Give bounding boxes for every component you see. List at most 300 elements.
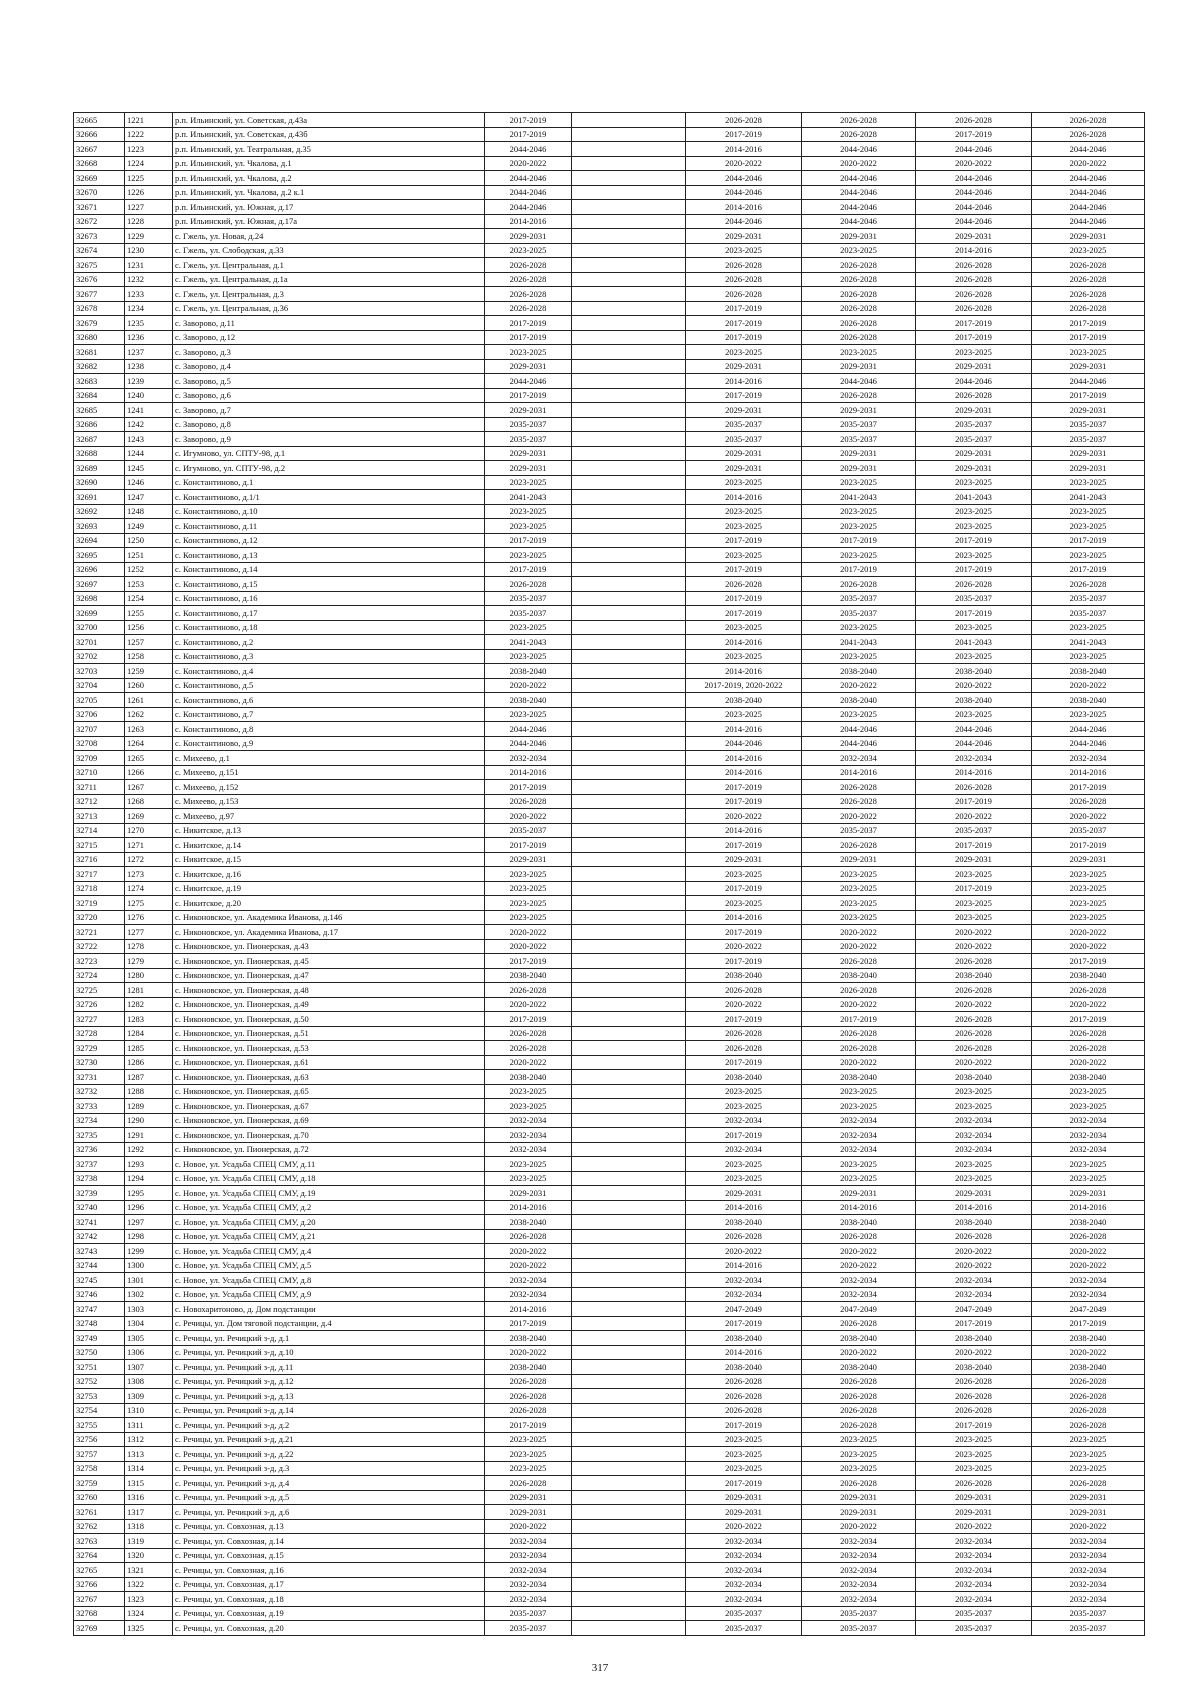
cell-period: 2020-2022	[485, 809, 572, 824]
cell-period-3: 2017-2019	[916, 316, 1032, 331]
cell-row-number: 1245	[125, 461, 173, 476]
cell-row-number: 1278	[125, 939, 173, 954]
cell-address: с. Новое, ул. Усадьба СПЕЦ СМУ, д.8	[173, 1273, 485, 1288]
cell-period-2: 2026-2028	[802, 1476, 916, 1491]
cell-address: с. Заворово, д.3	[173, 345, 485, 360]
cell-row-number: 1285	[125, 1041, 173, 1056]
cell-address: с. Заворово, д.11	[173, 316, 485, 331]
cell-row-id: 32753	[74, 1389, 125, 1404]
cell-period-4: 2020-2022	[1032, 1258, 1145, 1273]
cell-row-id: 32763	[74, 1534, 125, 1549]
cell-row-id: 32752	[74, 1374, 125, 1389]
cell-row-number: 1324	[125, 1606, 173, 1621]
cell-address: с. Константиново, д.3	[173, 649, 485, 664]
cell-period-4: 2044-2046	[1032, 200, 1145, 215]
cell-period-2: 2023-2025	[802, 649, 916, 664]
cell-address: с. Речицы, ул. Речицкий з-д, д.5	[173, 1490, 485, 1505]
cell-row-number: 1323	[125, 1592, 173, 1607]
cell-period-1: 2026-2028	[686, 272, 802, 287]
cell-row-number: 1243	[125, 432, 173, 447]
cell-period-3: 2026-2028	[916, 258, 1032, 273]
cell-row-id: 32768	[74, 1606, 125, 1621]
cell-empty	[572, 1215, 686, 1230]
cell-period: 2017-2019	[485, 838, 572, 853]
cell-period-3: 2038-2040	[916, 1360, 1032, 1375]
table-row	[74, 1186, 1145, 1201]
cell-period: 2014-2016	[485, 1302, 572, 1317]
cell-address: с. Никоновское, ул. Пионерская, д.53	[173, 1041, 485, 1056]
cell-period: 2035-2037	[485, 606, 572, 621]
cell-empty	[572, 664, 686, 679]
cell-period: 2026-2028	[485, 1476, 572, 1491]
cell-period-1: 2032-2034	[686, 1548, 802, 1563]
cell-period-1: 2032-2034	[686, 1534, 802, 1549]
cell-period-1: 2029-2031	[686, 446, 802, 461]
cell-period: 2023-2025	[485, 1157, 572, 1172]
cell-period-1: 2026-2028	[686, 1403, 802, 1418]
cell-period-2: 2020-2022	[802, 1055, 916, 1070]
cell-period-3: 2017-2019	[916, 794, 1032, 809]
cell-period-4: 2026-2028	[1032, 794, 1145, 809]
cell-address: с. Речицы, ул. Речицкий з-д, д.4	[173, 1476, 485, 1491]
cell-period: 2035-2037	[485, 432, 572, 447]
cell-row-id: 32671	[74, 200, 125, 215]
cell-period-4: 2017-2019	[1032, 330, 1145, 345]
cell-period-1: 2032-2034	[686, 1287, 802, 1302]
table-row	[74, 214, 1145, 229]
cell-row-id: 32672	[74, 214, 125, 229]
cell-address: с. Никоновское, ул. Пионерская, д.48	[173, 983, 485, 998]
cell-period-3: 2014-2016	[916, 765, 1032, 780]
cell-empty	[572, 881, 686, 896]
table-row	[74, 1157, 1145, 1172]
cell-period-2: 2038-2040	[802, 693, 916, 708]
cell-row-id: 32765	[74, 1563, 125, 1578]
cell-period-3: 2029-2031	[916, 359, 1032, 374]
cell-address: с. Заворово, д.4	[173, 359, 485, 374]
cell-period-1: 2023-2025	[686, 519, 802, 534]
cell-period-1: 2017-2019	[686, 1418, 802, 1433]
cell-row-id: 32714	[74, 823, 125, 838]
cell-period: 2032-2034	[485, 1287, 572, 1302]
cell-row-id: 32693	[74, 519, 125, 534]
cell-row-id: 32742	[74, 1229, 125, 1244]
cell-row-number: 1275	[125, 896, 173, 911]
cell-empty	[572, 403, 686, 418]
cell-empty	[572, 1287, 686, 1302]
cell-period-4: 2026-2028	[1032, 1389, 1145, 1404]
cell-period-2: 2014-2016	[802, 1200, 916, 1215]
cell-period-2: 2026-2028	[802, 127, 916, 142]
table-row	[74, 1519, 1145, 1534]
cell-period-4: 2038-2040	[1032, 968, 1145, 983]
cell-period-3: 2041-2043	[916, 490, 1032, 505]
cell-period-1: 2035-2037	[686, 1606, 802, 1621]
cell-period-1: 2029-2031	[686, 1490, 802, 1505]
table-row	[74, 142, 1145, 157]
cell-empty	[572, 867, 686, 882]
cell-row-number: 1284	[125, 1026, 173, 1041]
cell-period-4: 2047-2049	[1032, 1302, 1145, 1317]
cell-address: с. Гжель, ул. Центральная, д.36	[173, 301, 485, 316]
cell-empty	[572, 519, 686, 534]
cell-period-3: 2020-2022	[916, 156, 1032, 171]
cell-period: 2035-2037	[485, 823, 572, 838]
cell-empty	[572, 1461, 686, 1476]
table-row	[74, 1447, 1145, 1462]
cell-row-id: 32732	[74, 1084, 125, 1099]
cell-row-id: 32756	[74, 1432, 125, 1447]
table-row	[74, 1070, 1145, 1085]
cell-row-id: 32702	[74, 649, 125, 664]
cell-period: 2020-2022	[485, 997, 572, 1012]
cell-period-4: 2020-2022	[1032, 997, 1145, 1012]
cell-period-4: 2026-2028	[1032, 1476, 1145, 1491]
cell-period-2: 2017-2019	[802, 533, 916, 548]
cell-period-4: 2032-2034	[1032, 751, 1145, 766]
cell-row-id: 32698	[74, 591, 125, 606]
cell-period-2: 2023-2025	[802, 867, 916, 882]
cell-row-id: 32679	[74, 316, 125, 331]
cell-period-3: 2020-2022	[916, 925, 1032, 940]
cell-period-3: 2026-2028	[916, 780, 1032, 795]
cell-period-2: 2023-2025	[802, 620, 916, 635]
table-row	[74, 388, 1145, 403]
table-row	[74, 417, 1145, 432]
cell-period-2: 2026-2028	[802, 577, 916, 592]
cell-address: с. Гжель, ул. Слободская, д.33	[173, 243, 485, 258]
cell-period: 2026-2028	[485, 1374, 572, 1389]
cell-row-number: 1277	[125, 925, 173, 940]
table-row	[74, 1316, 1145, 1331]
cell-period: 2020-2022	[485, 925, 572, 940]
table-row	[74, 707, 1145, 722]
cell-period-4: 2017-2019	[1032, 562, 1145, 577]
cell-empty	[572, 635, 686, 650]
cell-row-id: 32692	[74, 504, 125, 519]
cell-period-4: 2026-2028	[1032, 127, 1145, 142]
cell-address: с. Михеево, д.153	[173, 794, 485, 809]
cell-period-2: 2038-2040	[802, 968, 916, 983]
cell-row-id: 32678	[74, 301, 125, 316]
table-row	[74, 504, 1145, 519]
cell-period-4: 2023-2025	[1032, 1099, 1145, 1114]
cell-empty	[572, 1200, 686, 1215]
table-row	[74, 1215, 1145, 1230]
cell-empty	[572, 345, 686, 360]
cell-row-id: 32760	[74, 1490, 125, 1505]
cell-period-4: 2023-2025	[1032, 1461, 1145, 1476]
cell-address: с. Никоновское, ул. Пионерская, д.45	[173, 954, 485, 969]
cell-row-number: 1290	[125, 1113, 173, 1128]
cell-period-3: 2029-2031	[916, 403, 1032, 418]
cell-period: 2023-2025	[485, 504, 572, 519]
cell-period-2: 2020-2022	[802, 678, 916, 693]
cell-address: с. Константиново, д.4	[173, 664, 485, 679]
cell-empty	[572, 1331, 686, 1346]
cell-period-2: 2032-2034	[802, 1577, 916, 1592]
cell-row-number: 1260	[125, 678, 173, 693]
cell-period-1: 2026-2028	[686, 113, 802, 128]
cell-period: 2023-2025	[485, 1432, 572, 1447]
table-row	[74, 113, 1145, 128]
cell-period-2: 2020-2022	[802, 939, 916, 954]
cell-period-3: 2038-2040	[916, 1070, 1032, 1085]
cell-period: 2023-2025	[485, 620, 572, 635]
cell-row-number: 1269	[125, 809, 173, 824]
cell-address: с. Речицы, ул. Речицкий з-д, д.13	[173, 1389, 485, 1404]
cell-period-4: 2029-2031	[1032, 1490, 1145, 1505]
cell-row-id: 32767	[74, 1592, 125, 1607]
cell-period-2: 2032-2034	[802, 1287, 916, 1302]
cell-address: с. Новое, ул. Усадьба СПЕЦ СМУ, д.21	[173, 1229, 485, 1244]
cell-period-2: 2017-2019	[802, 562, 916, 577]
cell-row-id: 32757	[74, 1447, 125, 1462]
table-body	[74, 113, 1145, 1636]
cell-period-1: 2023-2025	[686, 548, 802, 563]
cell-row-number: 1250	[125, 533, 173, 548]
cell-address: с. Речицы, ул. Совхозная, д.16	[173, 1563, 485, 1578]
cell-address: с. Константиново, д.1	[173, 475, 485, 490]
cell-period-1: 2029-2031	[686, 461, 802, 476]
table-row	[74, 1592, 1145, 1607]
cell-period-3: 2026-2028	[916, 287, 1032, 302]
cell-period: 2038-2040	[485, 1331, 572, 1346]
cell-empty	[572, 1534, 686, 1549]
cell-period: 2038-2040	[485, 693, 572, 708]
cell-period-1: 2023-2025	[686, 504, 802, 519]
cell-period-4: 2023-2025	[1032, 649, 1145, 664]
table-row	[74, 1389, 1145, 1404]
cell-period-3: 2032-2034	[916, 1142, 1032, 1157]
cell-empty	[572, 1621, 686, 1636]
table-row	[74, 562, 1145, 577]
cell-period-1: 2017-2019	[686, 1476, 802, 1491]
cell-period-3: 2035-2037	[916, 1606, 1032, 1621]
cell-empty	[572, 1302, 686, 1317]
cell-period-4: 2029-2031	[1032, 461, 1145, 476]
cell-address: р.п. Ильинский, ул. Чкалова, д.2 к.1	[173, 185, 485, 200]
cell-row-number: 1246	[125, 475, 173, 490]
cell-address: с. Речицы, ул. Речицкий з-д, д.22	[173, 1447, 485, 1462]
cell-period-3: 2026-2028	[916, 1012, 1032, 1027]
table-row	[74, 722, 1145, 737]
cell-address: с. Михеево, д.97	[173, 809, 485, 824]
table-row	[74, 794, 1145, 809]
cell-period: 2029-2031	[485, 1505, 572, 1520]
cell-period: 2026-2028	[485, 258, 572, 273]
cell-period: 2044-2046	[485, 722, 572, 737]
cell-row-number: 1298	[125, 1229, 173, 1244]
cell-period: 2044-2046	[485, 736, 572, 751]
cell-address: с. Никитское, д.19	[173, 881, 485, 896]
cell-period-4: 2038-2040	[1032, 1215, 1145, 1230]
cell-period-3: 2020-2022	[916, 809, 1032, 824]
cell-row-id: 32731	[74, 1070, 125, 1085]
cell-period-2: 2041-2043	[802, 490, 916, 505]
cell-period-3: 2032-2034	[916, 751, 1032, 766]
cell-period-1: 2014-2016	[686, 722, 802, 737]
cell-row-id: 32758	[74, 1461, 125, 1476]
cell-period-2: 2023-2025	[802, 1461, 916, 1476]
cell-row-id: 32745	[74, 1273, 125, 1288]
cell-period-1: 2038-2040	[686, 1360, 802, 1375]
cell-empty	[572, 504, 686, 519]
cell-period-1: 2029-2031	[686, 229, 802, 244]
cell-period: 2026-2028	[485, 1229, 572, 1244]
cell-row-number: 1265	[125, 751, 173, 766]
cell-period: 2023-2025	[485, 881, 572, 896]
cell-period-4: 2032-2034	[1032, 1287, 1145, 1302]
cell-period: 2020-2022	[485, 678, 572, 693]
cell-period-2: 2023-2025	[802, 707, 916, 722]
cell-period-2: 2020-2022	[802, 809, 916, 824]
cell-empty	[572, 1418, 686, 1433]
cell-period-4: 2020-2022	[1032, 925, 1145, 940]
cell-period-1: 2017-2019	[686, 794, 802, 809]
cell-period-3: 2029-2031	[916, 229, 1032, 244]
cell-period-3: 2023-2025	[916, 910, 1032, 925]
table-row	[74, 1229, 1145, 1244]
cell-empty	[572, 1273, 686, 1288]
cell-period-2: 2026-2028	[802, 794, 916, 809]
cell-empty	[572, 1113, 686, 1128]
cell-period-1: 2014-2016	[686, 142, 802, 157]
cell-empty	[572, 794, 686, 809]
cell-period-3: 2017-2019	[916, 881, 1032, 896]
cell-row-id: 32728	[74, 1026, 125, 1041]
cell-period: 2038-2040	[485, 1215, 572, 1230]
cell-empty	[572, 1229, 686, 1244]
cell-period-3: 2029-2031	[916, 852, 1032, 867]
cell-period-4: 2026-2028	[1032, 272, 1145, 287]
cell-row-id: 32741	[74, 1215, 125, 1230]
table-row	[74, 243, 1145, 258]
cell-period-3: 2032-2034	[916, 1273, 1032, 1288]
cell-row-id: 32755	[74, 1418, 125, 1433]
cell-empty	[572, 910, 686, 925]
cell-period-2: 2020-2022	[802, 925, 916, 940]
table-row	[74, 490, 1145, 505]
cell-period-2: 2026-2028	[802, 1041, 916, 1056]
cell-period-1: 2026-2028	[686, 577, 802, 592]
cell-address: с. Никоновское, ул. Пионерская, д.50	[173, 1012, 485, 1027]
cell-period-1: 2014-2016	[686, 664, 802, 679]
table-row	[74, 823, 1145, 838]
cell-address: с. Никоновское, ул. Пионерская, д.65	[173, 1084, 485, 1099]
cell-period-3: 2023-2025	[916, 620, 1032, 635]
cell-period-4: 2020-2022	[1032, 939, 1145, 954]
cell-period-2: 2026-2028	[802, 983, 916, 998]
cell-period-1: 2017-2019	[686, 562, 802, 577]
cell-period-4: 2038-2040	[1032, 1331, 1145, 1346]
cell-row-number: 1261	[125, 693, 173, 708]
cell-period-1: 2020-2022	[686, 1244, 802, 1259]
table-row	[74, 374, 1145, 389]
cell-row-id: 32680	[74, 330, 125, 345]
cell-address: с. Заворово, д.8	[173, 417, 485, 432]
cell-period-4: 2023-2025	[1032, 519, 1145, 534]
cell-period-4: 2026-2028	[1032, 577, 1145, 592]
cell-empty	[572, 736, 686, 751]
cell-period-3: 2017-2019	[916, 127, 1032, 142]
table-row	[74, 287, 1145, 302]
cell-period-4: 2035-2037	[1032, 1606, 1145, 1621]
cell-period-3: 2029-2031	[916, 461, 1032, 476]
cell-row-id: 32691	[74, 490, 125, 505]
cell-period-1: 2020-2022	[686, 156, 802, 171]
cell-row-number: 1237	[125, 345, 173, 360]
cell-period-2: 2023-2025	[802, 1171, 916, 1186]
cell-row-id: 32717	[74, 867, 125, 882]
cell-period: 2038-2040	[485, 1360, 572, 1375]
cell-address: с. Речицы, ул. Совхозная, д.15	[173, 1548, 485, 1563]
table-row	[74, 1621, 1145, 1636]
cell-row-id: 32690	[74, 475, 125, 490]
cell-period-3: 2032-2034	[916, 1287, 1032, 1302]
cell-row-number: 1249	[125, 519, 173, 534]
cell-period-2: 2023-2025	[802, 1084, 916, 1099]
cell-empty	[572, 983, 686, 998]
cell-empty	[572, 1041, 686, 1056]
cell-period-3: 2044-2046	[916, 374, 1032, 389]
table-row	[74, 591, 1145, 606]
cell-period: 2017-2019	[485, 1418, 572, 1433]
cell-period-1: 2026-2028	[686, 1374, 802, 1389]
cell-address: с. Заворово, д.5	[173, 374, 485, 389]
cell-address: с. Константиново, д.14	[173, 562, 485, 577]
cell-row-number: 1274	[125, 881, 173, 896]
cell-row-id: 32730	[74, 1055, 125, 1070]
cell-period-3: 2038-2040	[916, 968, 1032, 983]
cell-period-1: 2017-2019	[686, 954, 802, 969]
cell-period-2: 2026-2028	[802, 287, 916, 302]
cell-period-2: 2023-2025	[802, 1157, 916, 1172]
cell-row-number: 1256	[125, 620, 173, 635]
cell-period: 2023-2025	[485, 867, 572, 882]
table-row	[74, 693, 1145, 708]
cell-period: 2017-2019	[485, 388, 572, 403]
cell-period-3: 2023-2025	[916, 1099, 1032, 1114]
cell-row-id: 32761	[74, 1505, 125, 1520]
cell-period-1: 2026-2028	[686, 1389, 802, 1404]
cell-row-id: 32683	[74, 374, 125, 389]
cell-address: с. Константиново, д.16	[173, 591, 485, 606]
cell-period: 2026-2028	[485, 1403, 572, 1418]
cell-period-2: 2029-2031	[802, 852, 916, 867]
cell-period-2: 2035-2037	[802, 417, 916, 432]
cell-period-3: 2029-2031	[916, 1186, 1032, 1201]
cell-address: с. Новое, ул. Усадьба СПЕЦ СМУ, д.20	[173, 1215, 485, 1230]
cell-period-1: 2020-2022	[686, 997, 802, 1012]
cell-period: 2020-2022	[485, 1258, 572, 1273]
cell-row-id: 32697	[74, 577, 125, 592]
cell-period-2: 2026-2028	[802, 316, 916, 331]
cell-period-2: 2029-2031	[802, 359, 916, 374]
cell-empty	[572, 1447, 686, 1462]
cell-period-4: 2038-2040	[1032, 1070, 1145, 1085]
cell-row-number: 1315	[125, 1476, 173, 1491]
cell-row-id: 32746	[74, 1287, 125, 1302]
cell-row-id: 32734	[74, 1113, 125, 1128]
cell-address: с. Речицы, ул. Совхозная, д.17	[173, 1577, 485, 1592]
cell-period: 2035-2037	[485, 1621, 572, 1636]
cell-period: 2044-2046	[485, 374, 572, 389]
cell-row-id: 32667	[74, 142, 125, 157]
cell-period-3: 2023-2025	[916, 1084, 1032, 1099]
cell-row-number: 1238	[125, 359, 173, 374]
cell-empty	[572, 838, 686, 853]
